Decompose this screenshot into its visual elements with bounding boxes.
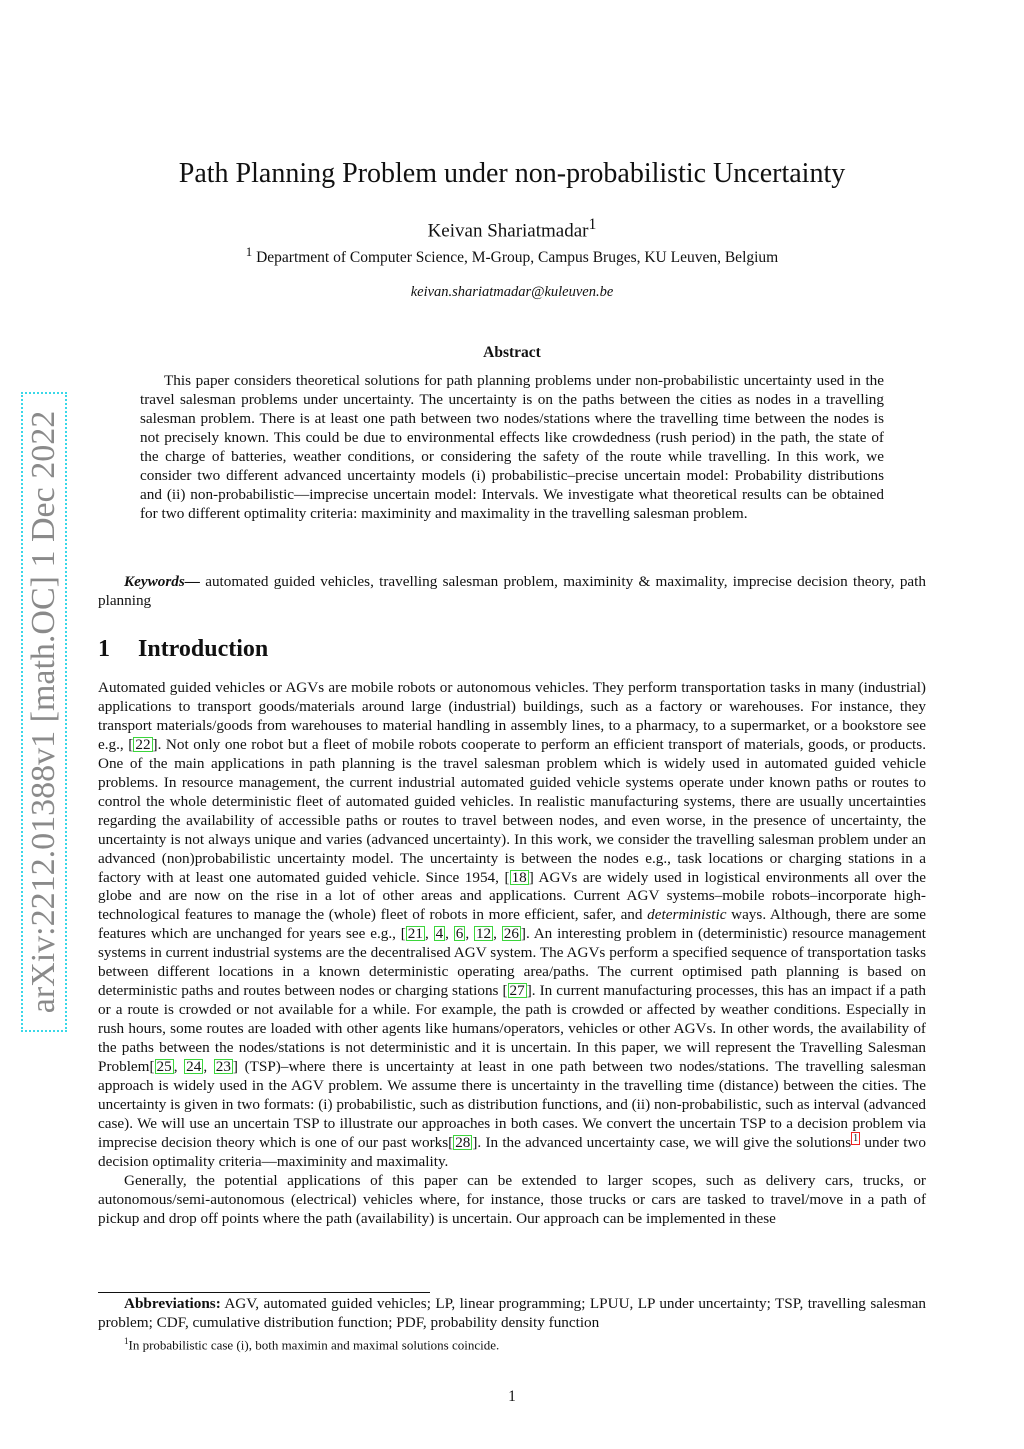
intro-paragraph-2: Generally, the potential applications of this paper can be extended to larger scopes, such as delivery cars, trucks, or autonomous/semi-autonomous (electrical) vehicles where, for instance, those trucks or cars are tasked to travel/move in a path of pickup and drop off points where the path (availability) is uncertain. Our approach can be implemented in these [98, 1171, 926, 1227]
author-superscript: 1 [588, 216, 597, 233]
page-number: 1 [508, 1388, 516, 1405]
abstract-heading: Abstract [483, 344, 541, 361]
author-name: Keivan Shariatmadar [427, 220, 589, 242]
citation-link[interactable]: 27 [509, 982, 525, 1000]
arxiv-identifier-stamp [21, 392, 67, 1032]
footnote-text: In probabilistic case (i), both maximin and maximal solutions coincide. [128, 1337, 500, 1353]
arxiv-identifier-text: arXiv:2212.01388v1 [math.OC] 1 Dec 2022 [25, 410, 62, 1014]
section-title: Introduction [138, 636, 269, 662]
footnote-link[interactable]: 1 [853, 1132, 859, 1144]
abstract-text: This paper considers theoretical solutions for path planning problems under non-probabilistic uncertainty used in the travel salesman problems under uncertainty. The uncertainty is on the paths between the cities as nodes in a travelling salesman problem. There is at least one path between two nodes/stations where the travelling time between the nodes is not precisely known. This could be due to environmental effects like crowdedness (rush period) in the path, the state of the charge of batteries, weather conditions, or considering the safety of the route while travelling. In this work, we consider two different advanced uncertainty models (i) probabilistic–precise uncertain model: Probability distributions and (ii) non-probabilistic—imprecise uncertain model: Intervals. We investigate what theoretical results can be obtained for two different optimality criteria: maximinity and maximality in the travelling salesman problem. [140, 372, 884, 522]
emphasis-deterministic: deterministic [647, 906, 727, 924]
introduction-body [98, 679, 926, 1229]
affiliation-superscript: 1 [245, 244, 253, 259]
section-heading-introduction [98, 636, 926, 663]
citation-link[interactable]: 22 [135, 735, 151, 753]
citation-link[interactable]: 26 [503, 925, 519, 943]
citation-link[interactable]: 4 [435, 925, 444, 943]
abbreviations-footnote [98, 1295, 926, 1333]
author-line [98, 216, 926, 242]
intro-paragraph-1: Automated guided vehicles or AGVs are mobile robots or autonomous vehicles. They perform transportation tasks in many (industrial) applications to transport goods/materials around large (industrial) buildings, such as a factory or warehouses. For instance, they transport materials/goods from warehouses to material handling in assembly lines, to a pharmacy, to a supermarket, or a bookstore see e.g., [ 22 ]. Not only one robot but a fleet of mobile robots cooperate to perform an efficient transport of materials, goods, or products. One of the main applications in path planning is the travel salesman problem which is widely used in automated guided vehicle problems. In resource management, the current industrial automated guided vehicle systems operate under known paths or routes to control the whole deterministic fleet of automated guided vehicles. In realistic manufacturing systems, there are usually uncertainties regarding the availability of accessible paths or routes to travel between nodes, and even worse, in the presence of uncertainty, the uncertainty is not always unique and varies (advanced uncertainty). In this work, we consider the travelling salesman problem under an advanced (non)probabilistic uncertainty model. The uncertainty is between the nodes e.g., task locations or charging stations in a factory with at least one automated guided vehicle. Since 1954, [ 18 ] AGVs are widely used in logistical environments all over the globe and are now on the rise in a lot of other areas and applications. Current AGV systems–mobile robots–incorporate high-technological features to manage the (whole) fleet of robots in more efficient, safer, and deterministic ways. Although, there are some features which are unchanged for years see e.g., [ 21 , 4 , 6 , 12 , 26 ]. An interesting problem in (deterministic) resource management systems in current industrial systems are the decentralised AGV system. The AGVs perform a specified sequence of transportation tasks between different locations in a known deterministic operating area/paths. The current optimised path planning is based on deterministic paths and routes between nodes or charging stations [ 27 ]. In current manufacturing processes, this has an impact if a path or a route is crowded or not available for a while. For example, the path is crowded or affected by weather conditions. Especially in rush hours, some routes are loaded with other agents like humans/operators, vehicles or other AGVs. In other words, the availability of the paths between the nodes/stations is not deterministic and it is uncertain. In this paper, we will represent the Travelling Salesman Problem[ 25 , 24 , 23 ] (TSP)–where there is uncertainty at least in one path between two nodes/stations. The travelling salesman approach is widely used in the AGV problem. We assume there is uncertainty in the travelling time (distance) between the cities. The uncertainty is given in two formats: (i) probabilistic, such as distribution functions, and (ii) non-probabilistic, such as interval (advanced case). We will use an uncertain TSP to illustrate our approaches in both cases. We convert the uncertain TSP to a decision problem via imprecise decision theory which is one of our past works[ 28 ]. In the advanced uncertainty case, we will give the solutions $^1$ under two decision optimality criteria—maximinity and maximality. [98, 679, 927, 1170]
citation-link[interactable]: 21 [407, 925, 423, 943]
citation-link[interactable]: 23 [215, 1058, 231, 1076]
citation-link[interactable]: 24 [186, 1058, 202, 1076]
citation-link[interactable]: 12 [475, 925, 492, 943]
author-email: keivan.shariatmadar@kuleuven.be [410, 284, 614, 300]
abbreviations-label: Abbreviations: [124, 1295, 221, 1312]
paper-title: Path Planning Problem under non-probabilistic Uncertainty [178, 158, 846, 189]
citation-link[interactable]: 18 [511, 868, 527, 886]
footnote-number: 1 [124, 1336, 129, 1346]
section-number: 1 [98, 636, 110, 662]
abbreviations-text: AGV, automated guided vehicles; LP, linear programming; LPUU, LP under uncertainty; TSP, travelling salesman problem; CDF, cumulative distribution function; PDF, probability density function [98, 1295, 926, 1331]
citation-link[interactable]: 6 [455, 925, 464, 943]
affiliation-text: Department of Computer Science, M-Group, Campus Bruges, KU Leuven, Belgium [256, 249, 779, 267]
citation-link[interactable]: 25 [156, 1058, 172, 1076]
citation-link[interactable]: 28 [455, 1133, 471, 1151]
affiliation-line [98, 244, 926, 267]
keywords-paragraph [98, 572, 926, 610]
keywords-text: automated guided vehicles, travelling salesman problem, maximinity & maximality, imprecise decision theory, path planning [98, 573, 926, 609]
footnote-divider [98, 1292, 430, 1293]
footnote-1 [124, 1333, 924, 1353]
keywords-label: Keywords— [124, 573, 200, 590]
